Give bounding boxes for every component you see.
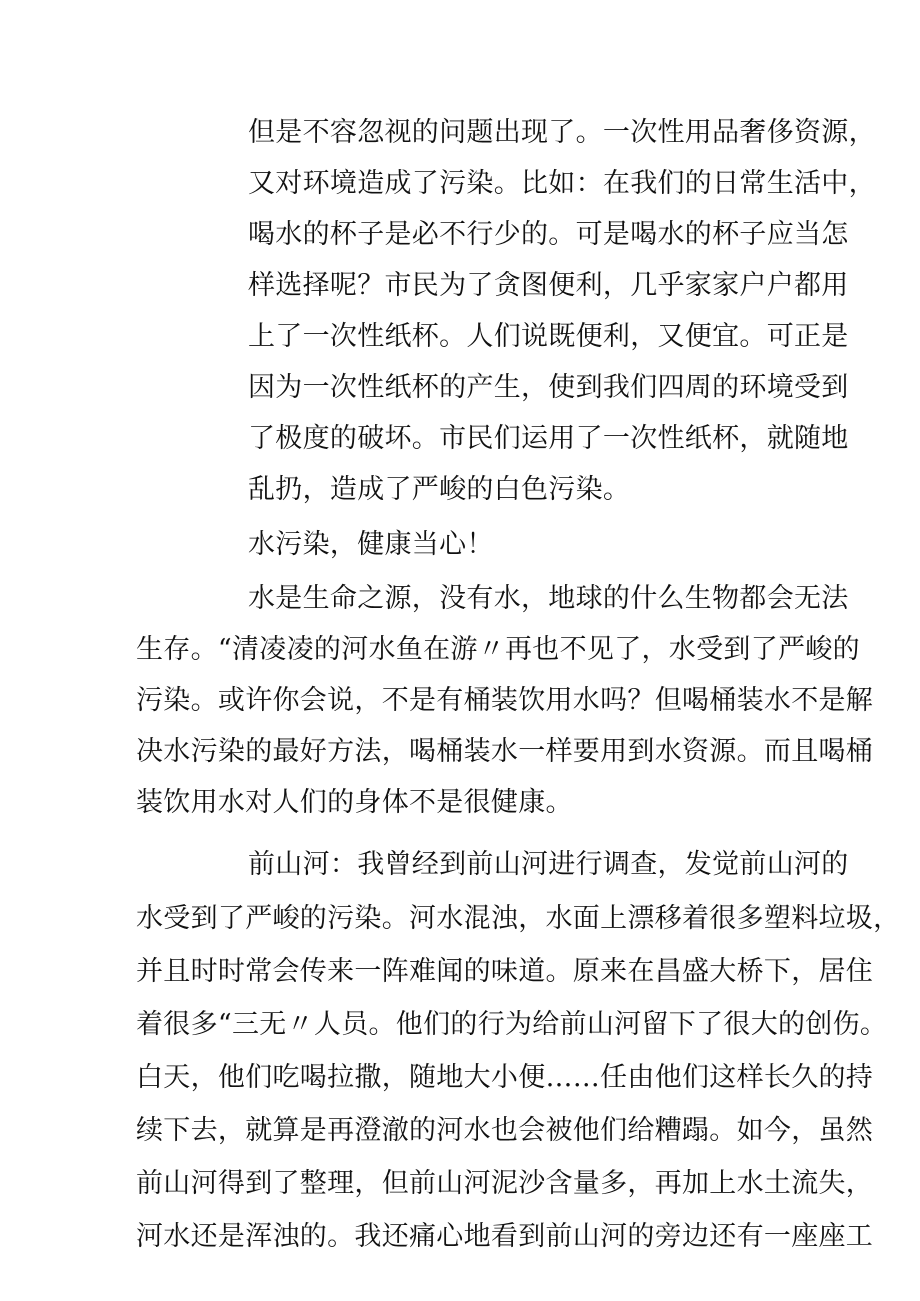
text-line: 白天，他们吃喝拉撒，随地大小便……任由他们这样长久的持 (136, 1062, 874, 1093)
text-line: 并且时时常会传来一阵难闻的味道。原来在昌盛大桥下，居住 (136, 956, 874, 987)
text-line: 决水污染的最好方法，喝桶装水一样要用到水资源。而且喝桶 (136, 736, 874, 767)
text-line: 前山河得到了整理，但前山河泥沙含量多，再加上水土流失， (136, 1168, 874, 1199)
text-line: 又对环境造成了污染。比如：在我们的日常生活中， (248, 168, 876, 199)
text-line: 上了一次性纸杯。人们说既便利，又便宜。可正是 (248, 321, 849, 352)
text-line: 水是生命之源，没有水，地球的什么生物都会无法 (248, 583, 849, 614)
text-line: 喝水的杯子是必不行少的。可是喝水的杯子应当怎 (248, 219, 849, 250)
text-line: 了极度的破坏。市民们运用了一次性纸杯，就随地 (248, 423, 849, 454)
text-line: 生存。“清凌凌的河水鱼在游〃再也不见了，水受到了严峻的 (136, 634, 860, 665)
text-line: 水受到了严峻的污染。河水混浊，水面上漂移着很多塑料垃圾， (136, 903, 901, 934)
text-line: 乱扔，造成了严峻的白色污染。 (248, 474, 631, 505)
text-line: 着很多“三无〃人员。他们的行为给前山河留下了很大的创伤。 (136, 1009, 888, 1040)
text-line: 但是不容忽视的问题出现了。一次性用品奢侈资源， (248, 117, 876, 148)
text-line: 样选择呢？市民为了贪图便利，几乎家家户户都用 (248, 270, 849, 301)
text-line: 污染。或许你会说，不是有桶装饮用水吗？但喝桶装水不是解 (136, 685, 874, 716)
text-line: 前山河：我曾经到前山河进行调查，发觉前山河的 (248, 849, 849, 880)
text-line: 河水还是浑浊的。我还痛心地看到前山河的旁边还有一座座工 (136, 1221, 874, 1252)
text-line: 装饮用水对人们的身体不是很健康。 (136, 787, 573, 818)
section-heading: 水污染，健康当心！ (248, 529, 494, 560)
text-line: 续下去，就算是再澄澈的河水也会被他们给糟蹋。如今，虽然 (136, 1115, 874, 1146)
text-line: 因为一次性纸杯的产生，使到我们四周的环境受到 (248, 372, 849, 403)
